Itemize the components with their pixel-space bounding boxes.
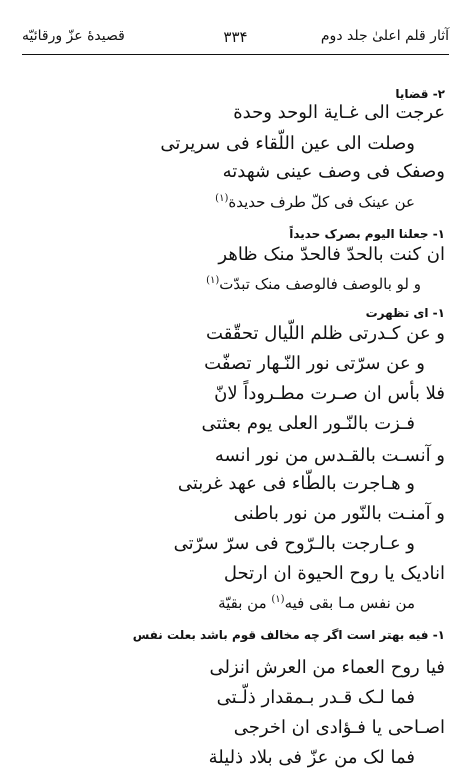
line-text: من نفس مـا بقی فیه: [284, 594, 415, 612]
verse-line: [26, 659, 445, 677]
footnote-marker: (۱): [271, 594, 285, 605]
line-text: و عن سرّتی نور النّـهار تصفّت: [204, 353, 425, 374]
line-text: ۱- ای تظهرت: [365, 306, 445, 320]
section-title: قصیدهٔ عزّ ورقائیّه: [22, 28, 125, 44]
verse-line: [26, 565, 445, 583]
verse-line: [26, 194, 445, 210]
verse-line: [26, 595, 445, 611]
line-text: فلا بأس ان صـرت مطـروداً لانّ: [214, 383, 445, 404]
line-text: وصفک فی وصف عینی شهدته: [222, 161, 445, 182]
verse-line: [26, 719, 445, 737]
line-text: ۱- جعلنا الیوم بصرک حدیداً: [289, 227, 445, 241]
verse-line: [26, 535, 445, 553]
verse-line: [26, 276, 445, 292]
verse-line: [26, 104, 445, 122]
line-text: و لو بالوصف فالوصف منک تبدّت: [219, 275, 421, 293]
header-divider: [22, 54, 449, 55]
line-text: ان کنت بالحدّ فالحدّ منک ظاهر: [218, 244, 445, 265]
footnote-heading: [26, 307, 445, 319]
verse-line: [26, 163, 445, 181]
line-text: و آنسـت بالقـدس من نور انسه: [214, 445, 445, 466]
line-text: اصـاحی یا فـؤادی ان اخرجی: [233, 717, 445, 738]
footnote-heading: [26, 629, 445, 641]
line-text: فما لـک قـدر بـمقدار ذلّـتی: [216, 687, 415, 708]
line-text: عن عینک فی کلّ طرف حدیدة: [228, 193, 415, 211]
verse-line: [26, 325, 445, 343]
verse-line: [26, 447, 445, 465]
line-text: فما لک من عزّ فی بلاد ذلیلة: [208, 747, 415, 768]
page-number: ۳۳۴: [223, 28, 248, 46]
book-title: آثار قلم اعلیٰ جلد دوم: [320, 28, 449, 44]
verse-line: [26, 475, 445, 493]
line-text: فیا روح العماء من العرش انزلی: [209, 657, 445, 678]
verse-line: [26, 505, 445, 523]
line-text-continued: من بقیّة: [218, 594, 272, 612]
footnote-heading: [26, 88, 445, 100]
verse-line: [26, 749, 445, 767]
line-text: فـزت بالنّـور العلی یوم بعثتی: [201, 413, 415, 434]
line-text: ۲- قضایا: [395, 87, 445, 101]
line-text: ۱- فیه بهتر است اگر چه مخالف قوم باشد بعلت نفس: [132, 628, 445, 642]
line-text: و هـاجرت بالطّاء فی عهد غربتی: [177, 473, 415, 494]
line-text: عرجت الی غـایة الوحد وحدة: [233, 102, 445, 123]
verse-line: [26, 246, 445, 264]
verse-line: [26, 135, 445, 153]
verse-line: [26, 355, 445, 373]
verse-line: [26, 689, 445, 707]
page-header: [22, 22, 449, 52]
line-text: و آمنـت بالنّور من نور باطنی: [233, 503, 445, 524]
line-text: اناديک یا روح الحیوة ان ارتحل: [223, 563, 445, 584]
line-text: و عن کـدرتی ظلم اللّیال تحقّقت: [206, 323, 445, 344]
line-text: وصلت الی عین اللّقاء فی سریرتی: [160, 133, 415, 154]
footnote-marker: (۱): [206, 275, 220, 286]
verse-line: [26, 415, 445, 433]
footnote-heading: [26, 228, 445, 240]
line-text: و عـارجت بالـرّوح فی سرّ سرّتی: [173, 533, 415, 554]
verse-line: [26, 385, 445, 403]
footnote-marker: (۱): [215, 193, 229, 204]
